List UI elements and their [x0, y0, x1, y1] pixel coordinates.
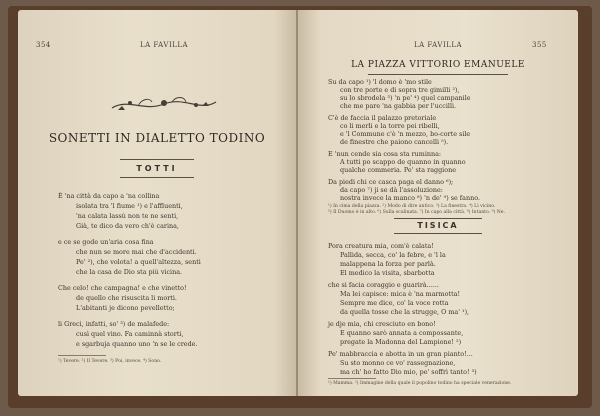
- verse-line: È 'na città da capo a 'na collina: [58, 192, 160, 200]
- section-title: SONETTI IN DIALETTO TODINO: [48, 131, 266, 145]
- verse-line: E 'nun cende sia cosa sta ruminna:: [328, 150, 442, 158]
- floral-ornament-icon: [108, 94, 220, 114]
- title-rule-bottom: [394, 233, 482, 234]
- verse-line: malappena la forza per parlà.: [340, 260, 436, 268]
- verse-line: Che celo! che campagna! e che vinetto!: [58, 284, 187, 292]
- verse-line: che si facia coraggio e guarirà......: [328, 281, 439, 289]
- footnote-rule: [58, 355, 106, 356]
- verse-line: su lo sbrodela ³) 'n pe' ⁴) quel campanile: [340, 94, 471, 102]
- verse-line: che me pare 'na gabbia per l'uccilli.: [340, 102, 457, 110]
- verse-line: A tutti po scappo de quanno in quanno: [340, 158, 466, 166]
- verse-line: da quella tosse che la strugge, O ma' ¹),: [340, 308, 470, 316]
- verse-line: de finestre che paiono cancelli ⁵).: [340, 138, 449, 146]
- verse-line: C'è de faccia il palazzo pretoriale: [328, 114, 437, 122]
- footnote-rule: [328, 378, 376, 379]
- verse-line: qualche commeria. Pe' sta raggione: [340, 166, 456, 174]
- title-rule-bottom: [120, 177, 194, 178]
- verse-line: Pallida, secca, co' la febre, e 'l la: [340, 251, 446, 259]
- verse-line: Ma lei capisce: mica è 'na marmotta!: [340, 290, 461, 298]
- poem-title-tisica: TISICA: [417, 221, 459, 230]
- footnote: ¹) Tevere. ²) Il Tevere. ³) Poi, invece. ⁴) Sono.: [58, 359, 162, 364]
- verse-line: Già, te dico da vero ch'è carina,: [76, 222, 179, 230]
- right-page: [298, 10, 578, 396]
- footnote: ¹) In cima della piazza. ²) Modo di dire antico. ³) La finestra. ⁴) Lì vicino.: [328, 204, 496, 209]
- verse-line: li Greci, infatti, so' ³) de malafede:: [58, 320, 170, 328]
- verse-line: che la casa de Dio sta più vicina.: [76, 268, 183, 276]
- verse-line: ma ch' ho fatto Dio mio, pe' soffrì tanto! ³): [340, 368, 477, 376]
- title-rule-top: [120, 159, 194, 160]
- verse-line: cusì quel vino. Fa caminnà storti,: [76, 330, 184, 338]
- title-rule: [368, 74, 508, 75]
- verse-line: Sempre me dice, co' la voce rotta: [340, 299, 449, 307]
- verse-line: da capo ⁷) ji se dà l'assoluzione:: [340, 186, 443, 194]
- running-head: LA FAVILLA: [414, 41, 463, 49]
- poem-title: TOTTI: [136, 164, 178, 173]
- verse-line: Pora creatura mia, com'è calata!: [328, 242, 434, 250]
- verse-line: Da piedi chi ce casca paga el danno ⁶);: [328, 178, 454, 186]
- verse-line: E quanno sarò annata a compossante,: [340, 329, 464, 337]
- verse-line: Pe' mabbraccia e abotta in un gran pianto!...: [328, 350, 473, 358]
- verse-line: nostra invece la manco ⁸) 'n de' ⁹) se fanno.: [340, 194, 480, 202]
- verse-line: de quello che risuscita li morti.: [76, 294, 177, 302]
- verse-line: e sgarbuja quanno uno 'n se le crede.: [76, 340, 198, 348]
- verse-line: Su sto monno ce vo' rassegnazione,: [340, 359, 456, 367]
- footnote: ⁵) Il Duomo è in alto. ⁶) Sulla scalinata. ⁷) In capo alla città. ⁸) Intanto. ⁹) Ne.: [328, 210, 505, 215]
- verse-line: L'abitanti je dicono pevelletto;: [76, 304, 175, 312]
- verse-line: e ce se gode un'aria cosa fina: [58, 238, 154, 246]
- verse-line: pregate la Madonna del Lampione! ²): [340, 338, 462, 346]
- running-head: LA FAVILLA: [140, 41, 189, 49]
- verse-line: che nun se more mai che d'accidenti.: [76, 248, 197, 256]
- footnote: ¹) Mamma. ²) Immagine della quale il popolino todino ha speciale venerazione.: [328, 381, 512, 386]
- verse-line: co li merli e la torre pei ribelli,: [340, 122, 440, 130]
- left-page: [18, 10, 296, 396]
- page-number: 355: [532, 41, 547, 49]
- verse-line: Pe' ²), che volota! a quell'altezza, senti: [76, 258, 201, 266]
- page-number: 354: [36, 41, 51, 49]
- verse-line: 'na calata lassù non te ne senti,: [76, 212, 179, 220]
- verse-line: je dje mia, chi cresciuto en bono!: [328, 320, 436, 328]
- title-rule-top: [394, 218, 482, 219]
- verse-line: isolata tra 'l fiume ¹) e l'affluenti,: [76, 202, 183, 210]
- verse-line: e 'l Commune c'è 'n mezzo, bo-corte sile: [340, 130, 471, 138]
- verse-line: con tre porte e di sopra tre gimilli ²),: [340, 86, 460, 94]
- verse-line: El medico la visita, sbarbotta: [340, 269, 435, 277]
- poem-title-piazza: LA PIAZZA VITTORIO EMANUELE: [351, 60, 525, 70]
- verse-line: Su da capo ¹) 'l domo è 'mo stile: [328, 78, 432, 86]
